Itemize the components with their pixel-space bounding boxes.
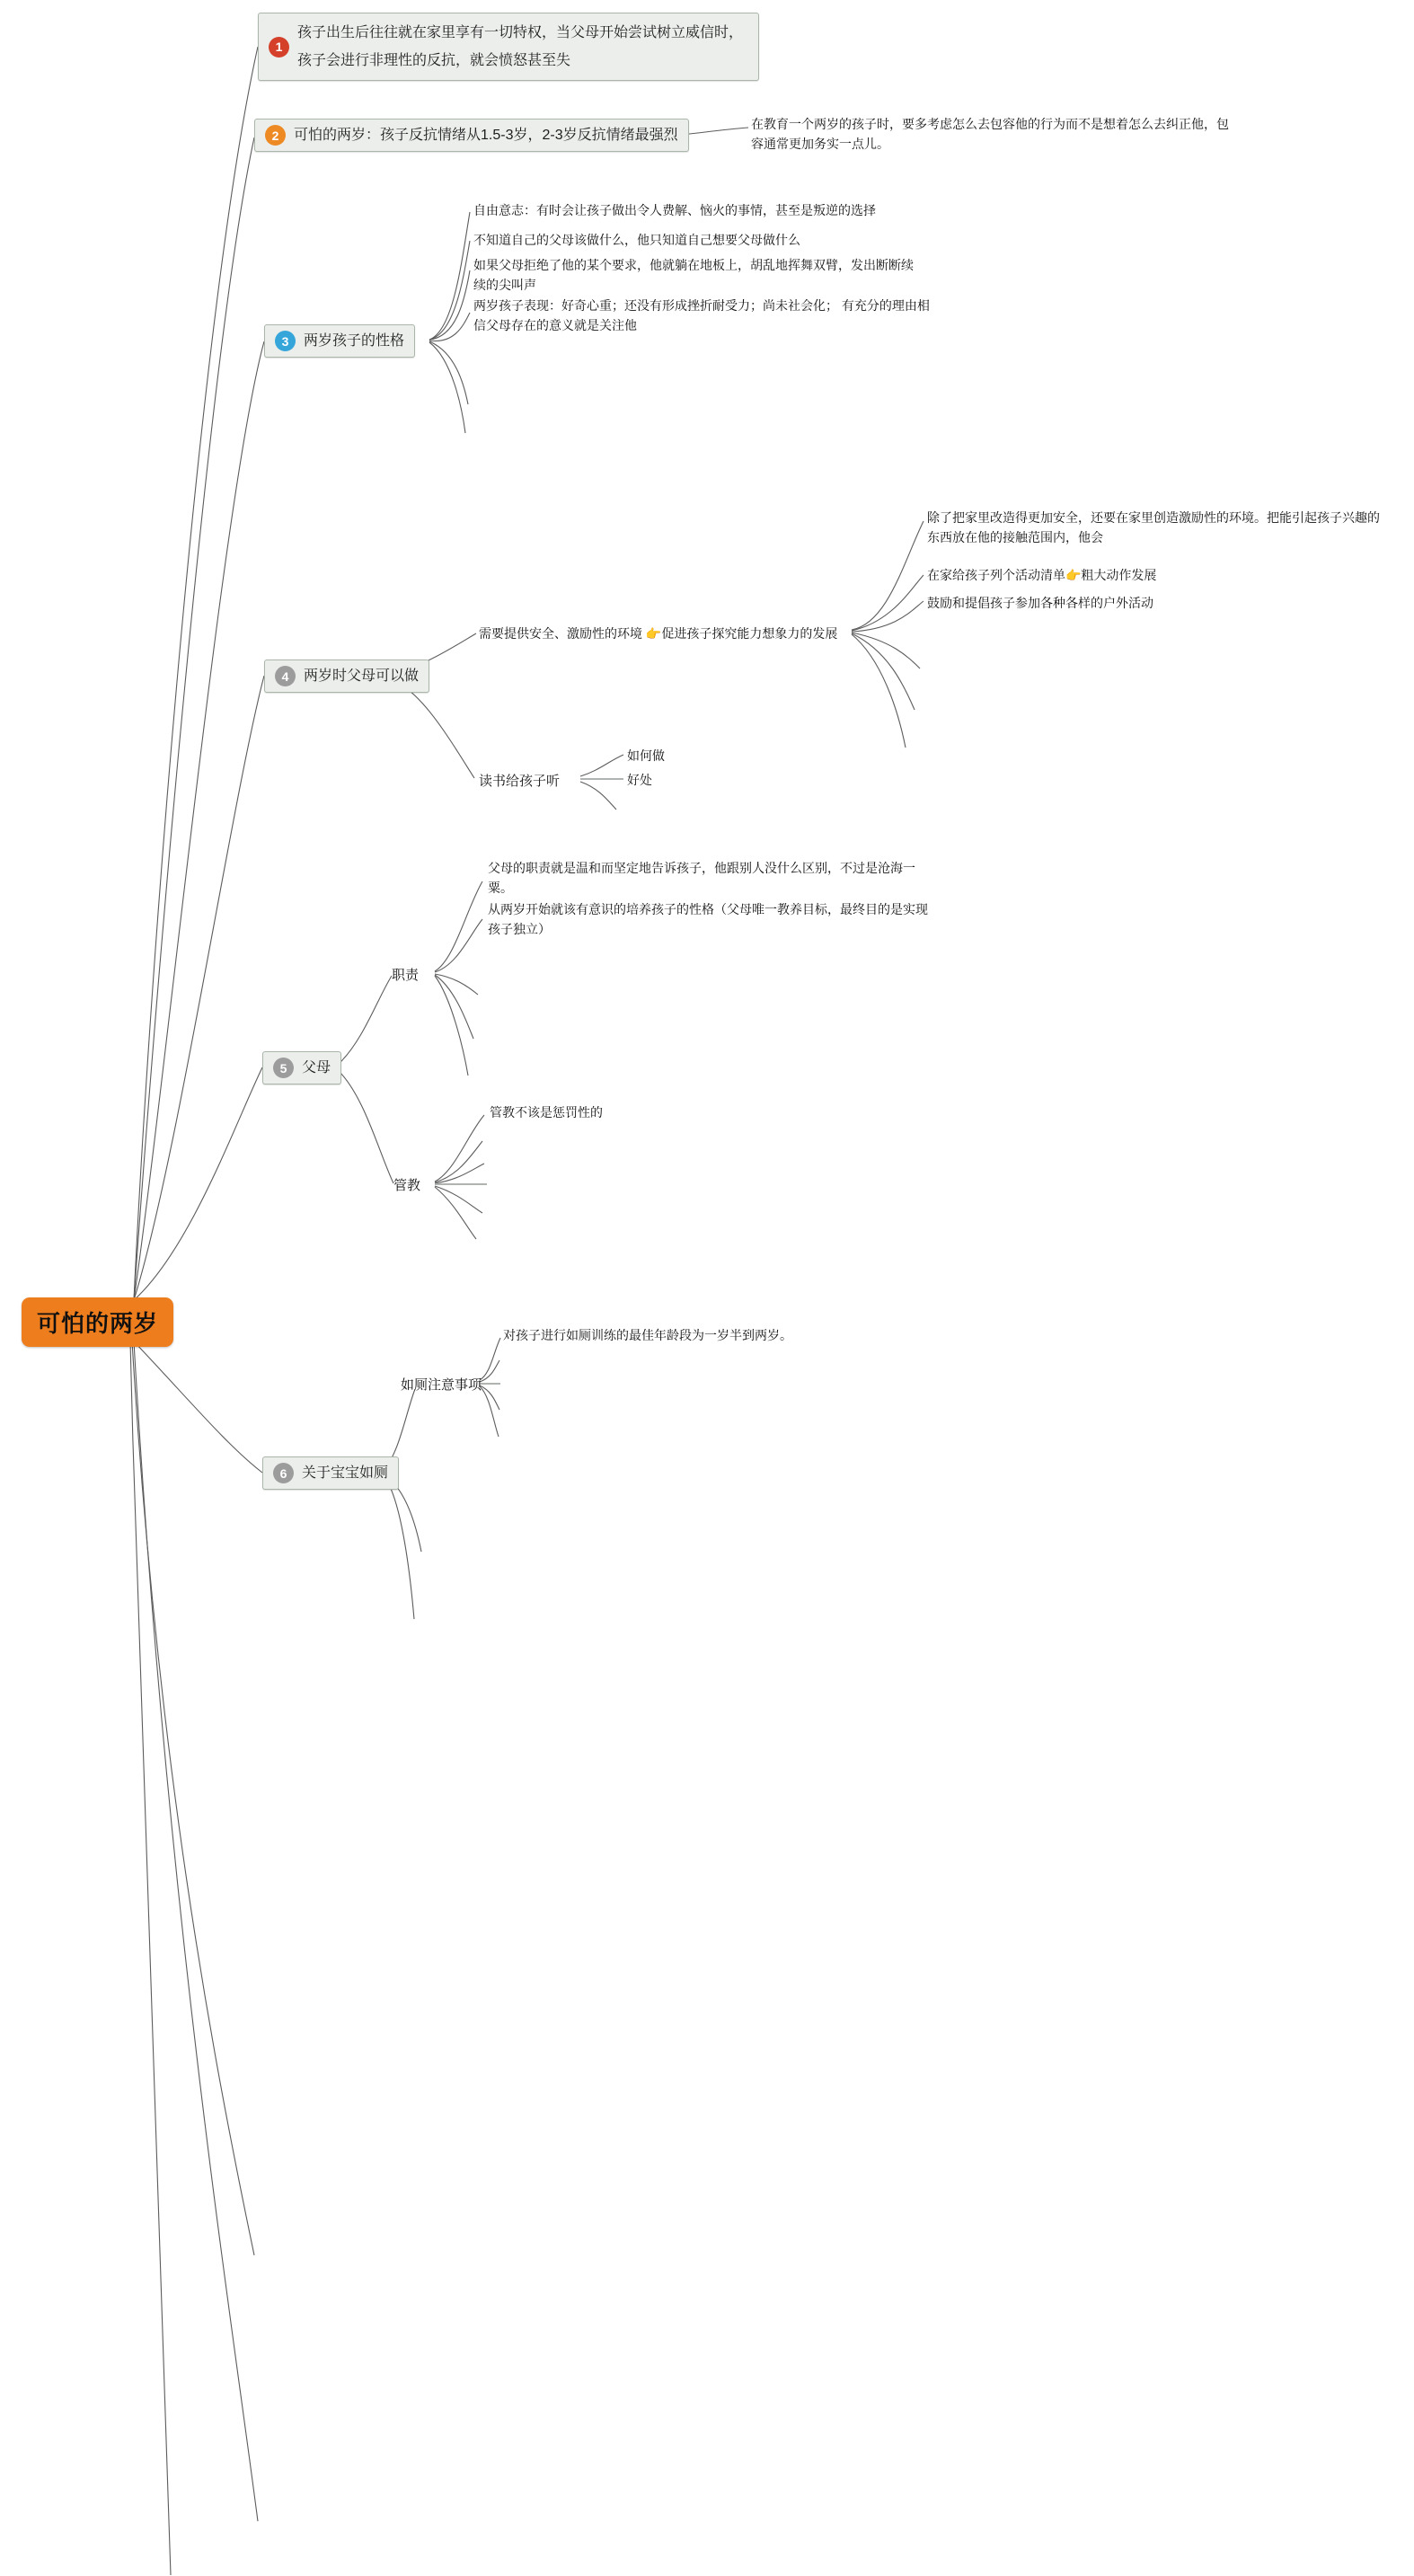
subtopic-reading[interactable]: 读书给孩子听 xyxy=(479,774,561,789)
topic-2-note[interactable]: 在教育一个两岁的孩子时，要多考虑怎么去包容他的行为而不是想着怎么去纠正他，包容通常更加务实一点儿。 xyxy=(751,117,1229,151)
duty-leaf-cultivate[interactable]: 从两岁开始就该有意识的培养孩子的性格（父母唯一教养目标，最终目的是实现孩子独立） xyxy=(488,902,928,936)
root-topic[interactable]: 可怕的两岁 xyxy=(22,1297,173,1347)
environment-leaf-activity-list[interactable]: 在家给孩子列个活动清单👉粗大动作发展 xyxy=(927,568,1157,582)
subtopic-environment[interactable]: 需要提供安全、激励性的环境 👉促进孩子探究能力想象力的发展 xyxy=(479,626,838,641)
topic-3-leaf-free-will[interactable]: 自由意志：有时会让孩子做出令人费解、恼火的事情，甚至是叛逆的选择 xyxy=(473,203,876,217)
subtopic-duty[interactable]: 职责 xyxy=(392,968,420,983)
environment-leaf-outdoor[interactable]: 鼓励和提倡孩子参加各种各样的户外活动 xyxy=(927,596,1153,610)
topic-1[interactable] xyxy=(258,13,759,81)
subtopic-toilet-tips[interactable]: 如厕注意事项 xyxy=(401,1377,482,1393)
environment-leaf-safe-home[interactable]: 除了把家里改造得更加安全，还要在家里创造激励性的环境。把能引起孩子兴趣的东西放在他的接触范围内，他会 xyxy=(927,510,1380,544)
discipline-leaf-not-punitive[interactable]: 管教不该是惩罚性的 xyxy=(490,1105,603,1120)
topic-2-label: 可怕的两岁：孩子反抗情绪从1.5-3岁，2-3岁反抗情绪最强烈 xyxy=(294,128,678,143)
reading-leaf-benefit[interactable]: 好处 xyxy=(627,773,652,787)
topic-3[interactable] xyxy=(264,324,415,358)
topic-4-badge: 4 xyxy=(275,666,296,686)
topic-3-leaf-not-know[interactable]: 不知道自己的父母该做什么，他只知道自己想要父母做什么 xyxy=(473,233,800,247)
topic-5[interactable] xyxy=(262,1051,341,1084)
topic-2[interactable] xyxy=(254,119,689,152)
reading-leaf-how[interactable]: 如何做 xyxy=(627,748,665,763)
topic-4-label: 两岁时父母可以做 xyxy=(304,668,420,684)
topic-1-label: 孩子出生后往往就在家里享有一切特权，当父母开始尝试树立威信时，孩子会进行非理性的反抗，就会愤怒甚至失 xyxy=(297,25,744,69)
topic-3-leaf-refuse[interactable]: 如果父母拒绝了他的某个要求，他就躺在地板上，胡乱地挥舞双臂，发出断断续续的尖叫声 xyxy=(473,258,914,292)
topic-6-badge: 6 xyxy=(273,1463,294,1483)
toilet-leaf-best-age[interactable]: 对孩子进行如厕训练的最佳年龄段为一岁半到两岁。 xyxy=(503,1328,792,1342)
topic-5-badge: 5 xyxy=(273,1058,294,1078)
topic-3-badge: 3 xyxy=(275,331,296,351)
topic-3-label: 两岁孩子的性格 xyxy=(304,333,405,349)
topic-4[interactable] xyxy=(264,659,429,693)
topic-5-label: 父母 xyxy=(302,1060,331,1076)
duty-leaf-tell-child[interactable]: 父母的职责就是温和而坚定地告诉孩子，他跟别人没什么区别，不过是沧海一粟。 xyxy=(488,861,915,895)
topic-3-leaf-behavior[interactable]: 两岁孩子表现：好奇心重；还没有形成挫折耐受力；尚未社会化； 有充分的理由相信父母存在的意义就是关注他 xyxy=(473,298,930,332)
topic-6-label: 关于宝宝如厕 xyxy=(302,1465,389,1481)
topic-6[interactable] xyxy=(262,1456,399,1490)
subtopic-discipline[interactable]: 管教 xyxy=(393,1178,421,1193)
topic-2-badge: 2 xyxy=(265,125,286,146)
topic-1-badge: 1 xyxy=(269,37,289,58)
